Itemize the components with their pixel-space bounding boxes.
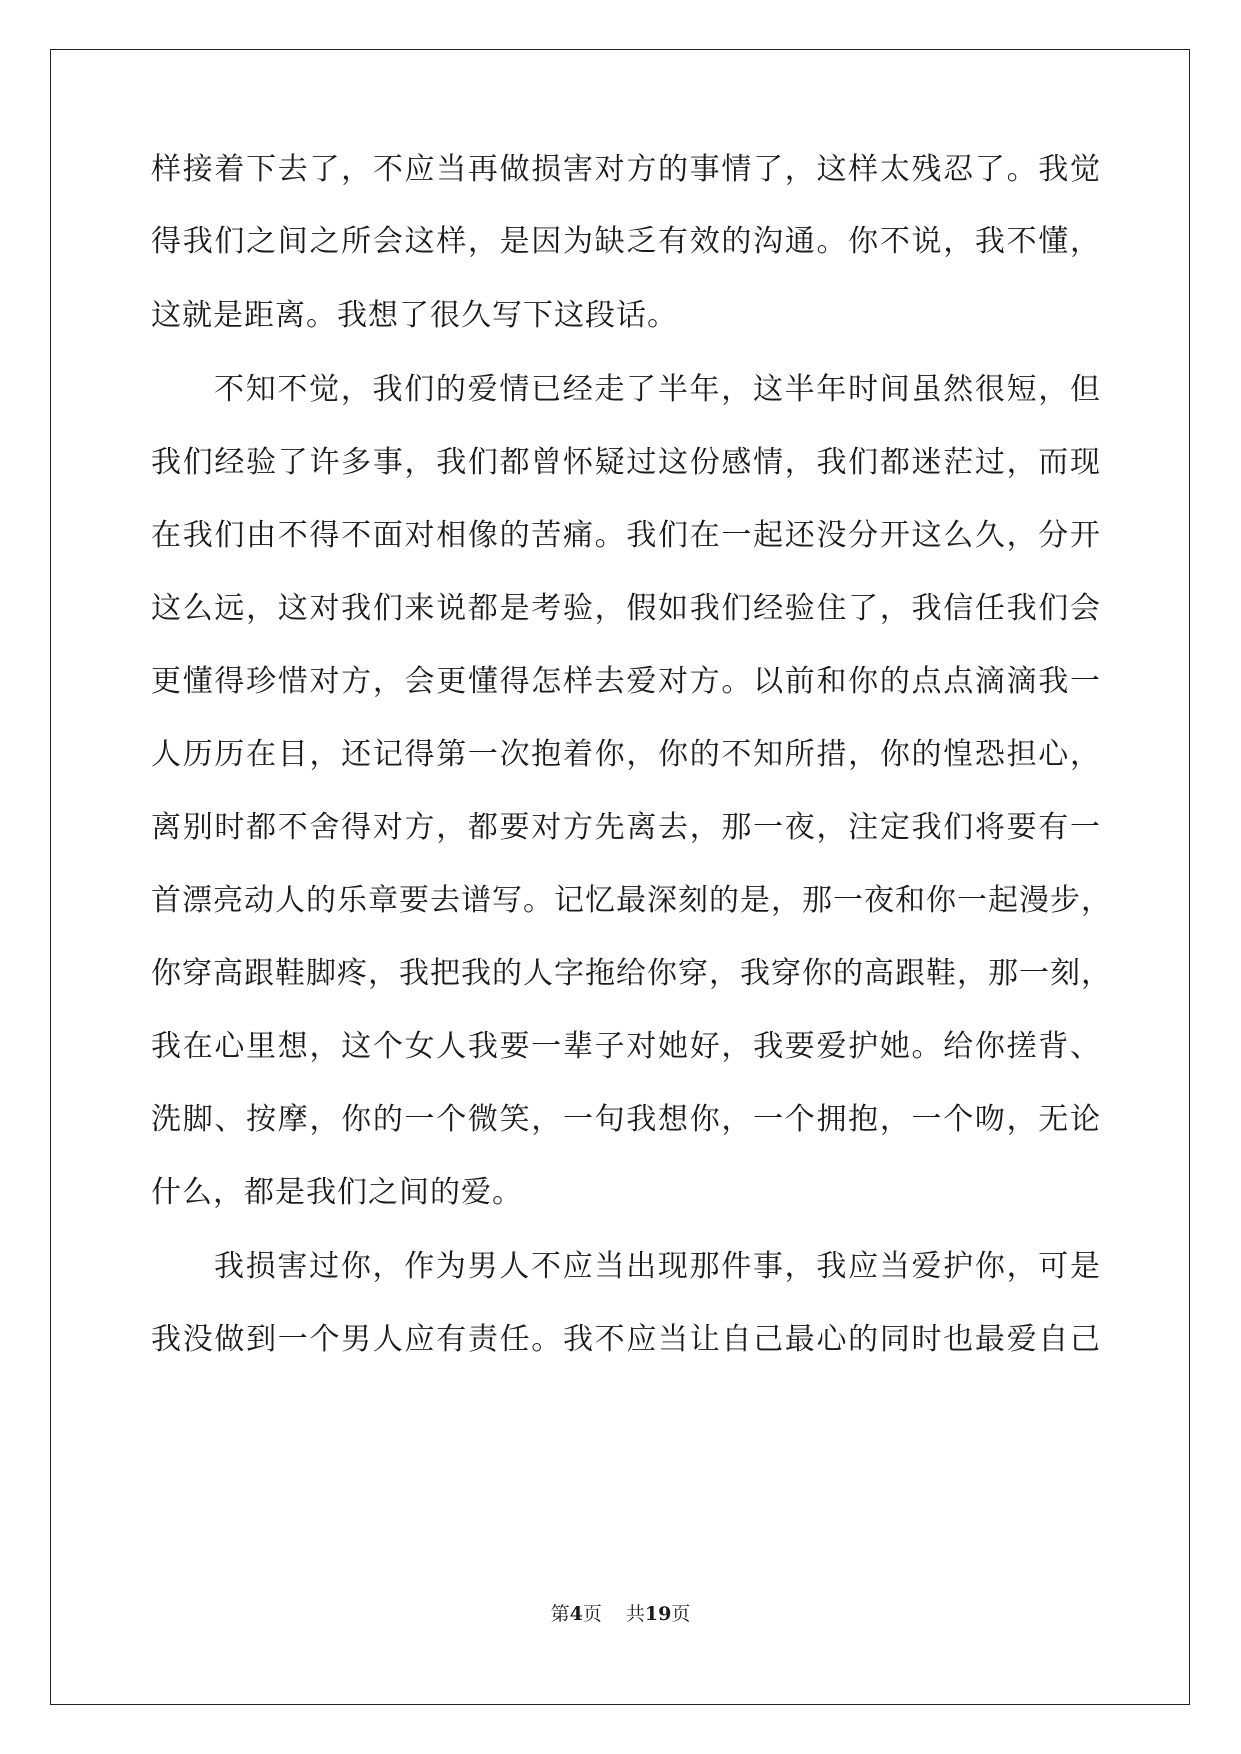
text-line: 首漂亮动人的乐章要去谱写。记忆最深刻的是，那一夜和你一起漫步， — [151, 883, 1112, 918]
text-line: 在我们由不得不面对相像的苦痛。我们在一起还没分开这么久，分开 — [151, 518, 1101, 553]
page-footer — [0, 1602, 1241, 1626]
text-line: 样接着下去了，不应当再做损害对方的事情了，这样太残忍了。我觉 — [151, 152, 1101, 187]
page-number: 4 — [569, 1603, 583, 1625]
text-line: 我没做到一个男人应有责任。我不应当让自己最心的同时也最爱自己 — [151, 1322, 1101, 1357]
text-line: 人历历在目，还记得第一次抱着你，你的不知所措，你的惶恐担心， — [151, 737, 1101, 772]
text-line: 你穿高跟鞋脚疼，我把我的人字拖给你穿，我穿你的高跟鞋，那一刻， — [151, 956, 1112, 991]
paragraph-first-line: 我损害过你，作为男人不应当出现那件事，我应当爱护你，可是 — [214, 1249, 1101, 1284]
text-line: 更懂得珍惜对方，会更懂得怎样去爱对方。以前和你的点点滴滴我一 — [151, 664, 1101, 699]
text-line: 离别时都不舍得对方，都要对方先离去，那一夜，注定我们将要有一 — [151, 810, 1101, 845]
total-prefix: 共 — [625, 1603, 645, 1625]
text-line: 什么，都是我们之间的爱。 — [151, 1175, 523, 1210]
text-line: 得我们之间之所会这样，是因为缺乏有效的沟通。你不说，我不懂， — [151, 224, 1101, 259]
paragraph-first-line: 不知不觉，我们的爱情已经走了半年，这半年时间虽然很短，但 — [214, 372, 1101, 407]
page-suffix: 页 — [582, 1603, 602, 1625]
text-line: 这就是距离。我想了很久写下这段话。 — [151, 298, 678, 333]
text-line: 我们经验了许多事，我们都曾怀疑过这份感情，我们都迷茫过，而现 — [151, 445, 1101, 480]
total-suffix: 页 — [671, 1603, 691, 1625]
text-line: 我在心里想，这个女人我要一辈子对她好，我要爱护她。给你搓背、 — [151, 1029, 1101, 1064]
text-line: 洗脚、按摩，你的一个微笑，一句我想你，一个拥抱，一个吻，无论 — [151, 1102, 1101, 1137]
text-line: 这么远，这对我们来说都是考验，假如我们经验住了，我信任我们会 — [151, 591, 1101, 626]
total-pages: 19 — [644, 1603, 672, 1625]
page-prefix: 第 — [550, 1603, 570, 1625]
